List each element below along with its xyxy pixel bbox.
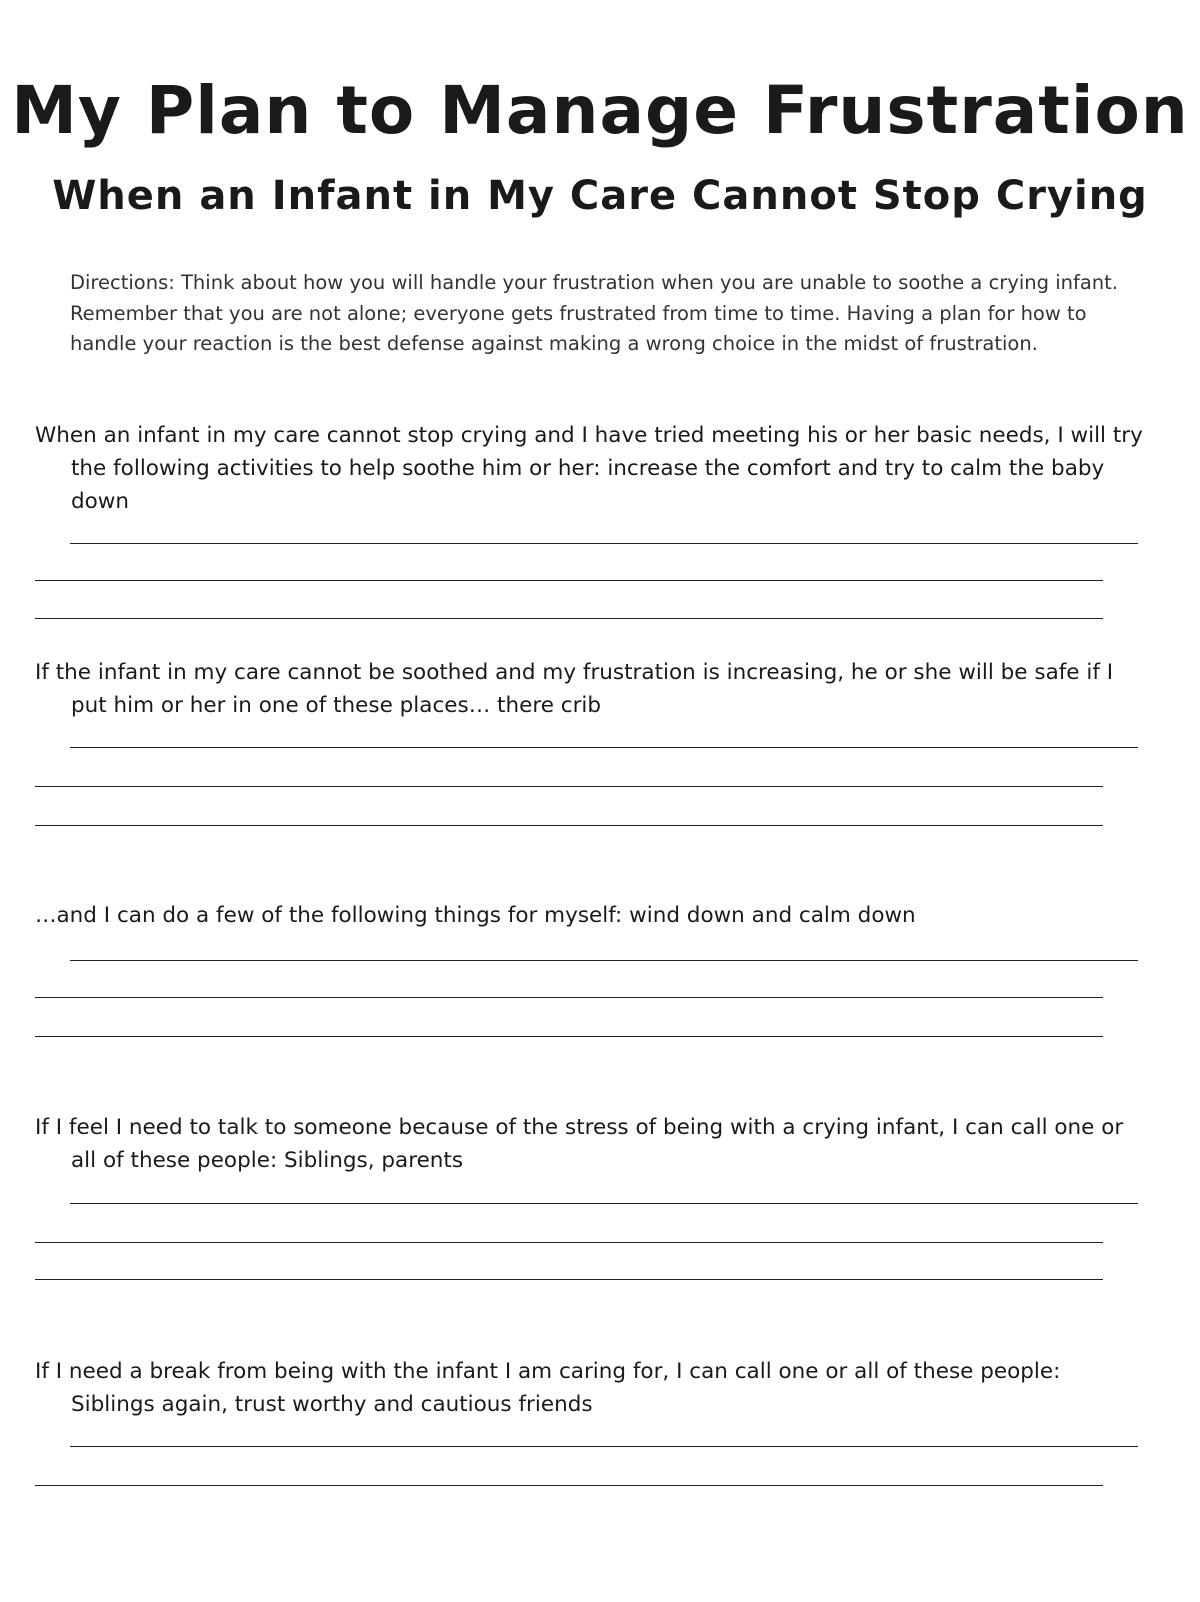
- prompt-text: If I feel I need to talk to someone because of the stress of being with a crying infant, I can call one or all of these people:: [35, 1115, 1124, 1173]
- answer-text[interactable]: increase the comfort and try to calm the baby down: [71, 456, 1105, 514]
- page-subtitle: When an Infant in My Care Cannot Stop Crying: [52, 173, 1148, 219]
- answer-line[interactable]: [35, 1036, 1103, 1037]
- answer-text[interactable]: Siblings, parents: [277, 1148, 464, 1173]
- answer-line[interactable]: [70, 1203, 1138, 1204]
- prompt-text: …and I can do a few of the following things for myself:: [35, 903, 623, 928]
- answer-line[interactable]: [70, 747, 1138, 748]
- answer-text[interactable]: Siblings again, trust worthy and cautious friends: [71, 1392, 593, 1417]
- answer-line[interactable]: [70, 960, 1138, 961]
- answer-text[interactable]: wind down and calm down: [622, 903, 916, 928]
- answer-line[interactable]: [35, 825, 1103, 826]
- answer-line[interactable]: [35, 1242, 1103, 1243]
- prompt-text: When an infant in my care cannot stop crying and I have tried meeting his or her basic needs, I will try the following activities to help soothe him or her:: [35, 423, 1143, 481]
- section-prompt: [35, 1111, 1150, 1177]
- answer-text[interactable]: there crib: [490, 693, 602, 718]
- section-prompt: [35, 899, 1150, 932]
- page-title: My Plan to Manage Frustration: [11, 72, 1189, 149]
- answer-line[interactable]: [70, 1446, 1138, 1447]
- directions-text: Directions: Think about how you will handle your frustration when you are unable to soothe a crying infant. Remember that you are not alone; everyone gets frustrated from time to time. Having a plan for how to handle your reaction is the best defense against making a wrong choice in the midst of frustration.: [70, 271, 1119, 355]
- section-need-a-break: [35, 1355, 1150, 1421]
- section-self-care: [35, 899, 1150, 932]
- answer-line[interactable]: [70, 543, 1138, 544]
- answer-line[interactable]: [35, 997, 1103, 998]
- section-prompt: [35, 656, 1150, 722]
- answer-line[interactable]: [35, 580, 1103, 581]
- answer-line[interactable]: [35, 1279, 1103, 1280]
- prompt-text: If the infant in my care cannot be soothed and my frustration is increasing, he or she will be safe if I put him or her in one of these places…: [35, 660, 1114, 718]
- section-soothing-activities: [35, 419, 1150, 518]
- prompt-text: If I need a break from being with the infant I am caring for, I can call one or all of these people:: [35, 1359, 1061, 1384]
- section-prompt: [35, 419, 1150, 518]
- answer-line[interactable]: [35, 786, 1103, 787]
- answer-line[interactable]: [35, 1485, 1103, 1486]
- answer-line[interactable]: [35, 618, 1103, 619]
- section-talk-to-someone: [35, 1111, 1150, 1177]
- section-prompt: [35, 1355, 1150, 1421]
- section-safe-places: [35, 656, 1150, 722]
